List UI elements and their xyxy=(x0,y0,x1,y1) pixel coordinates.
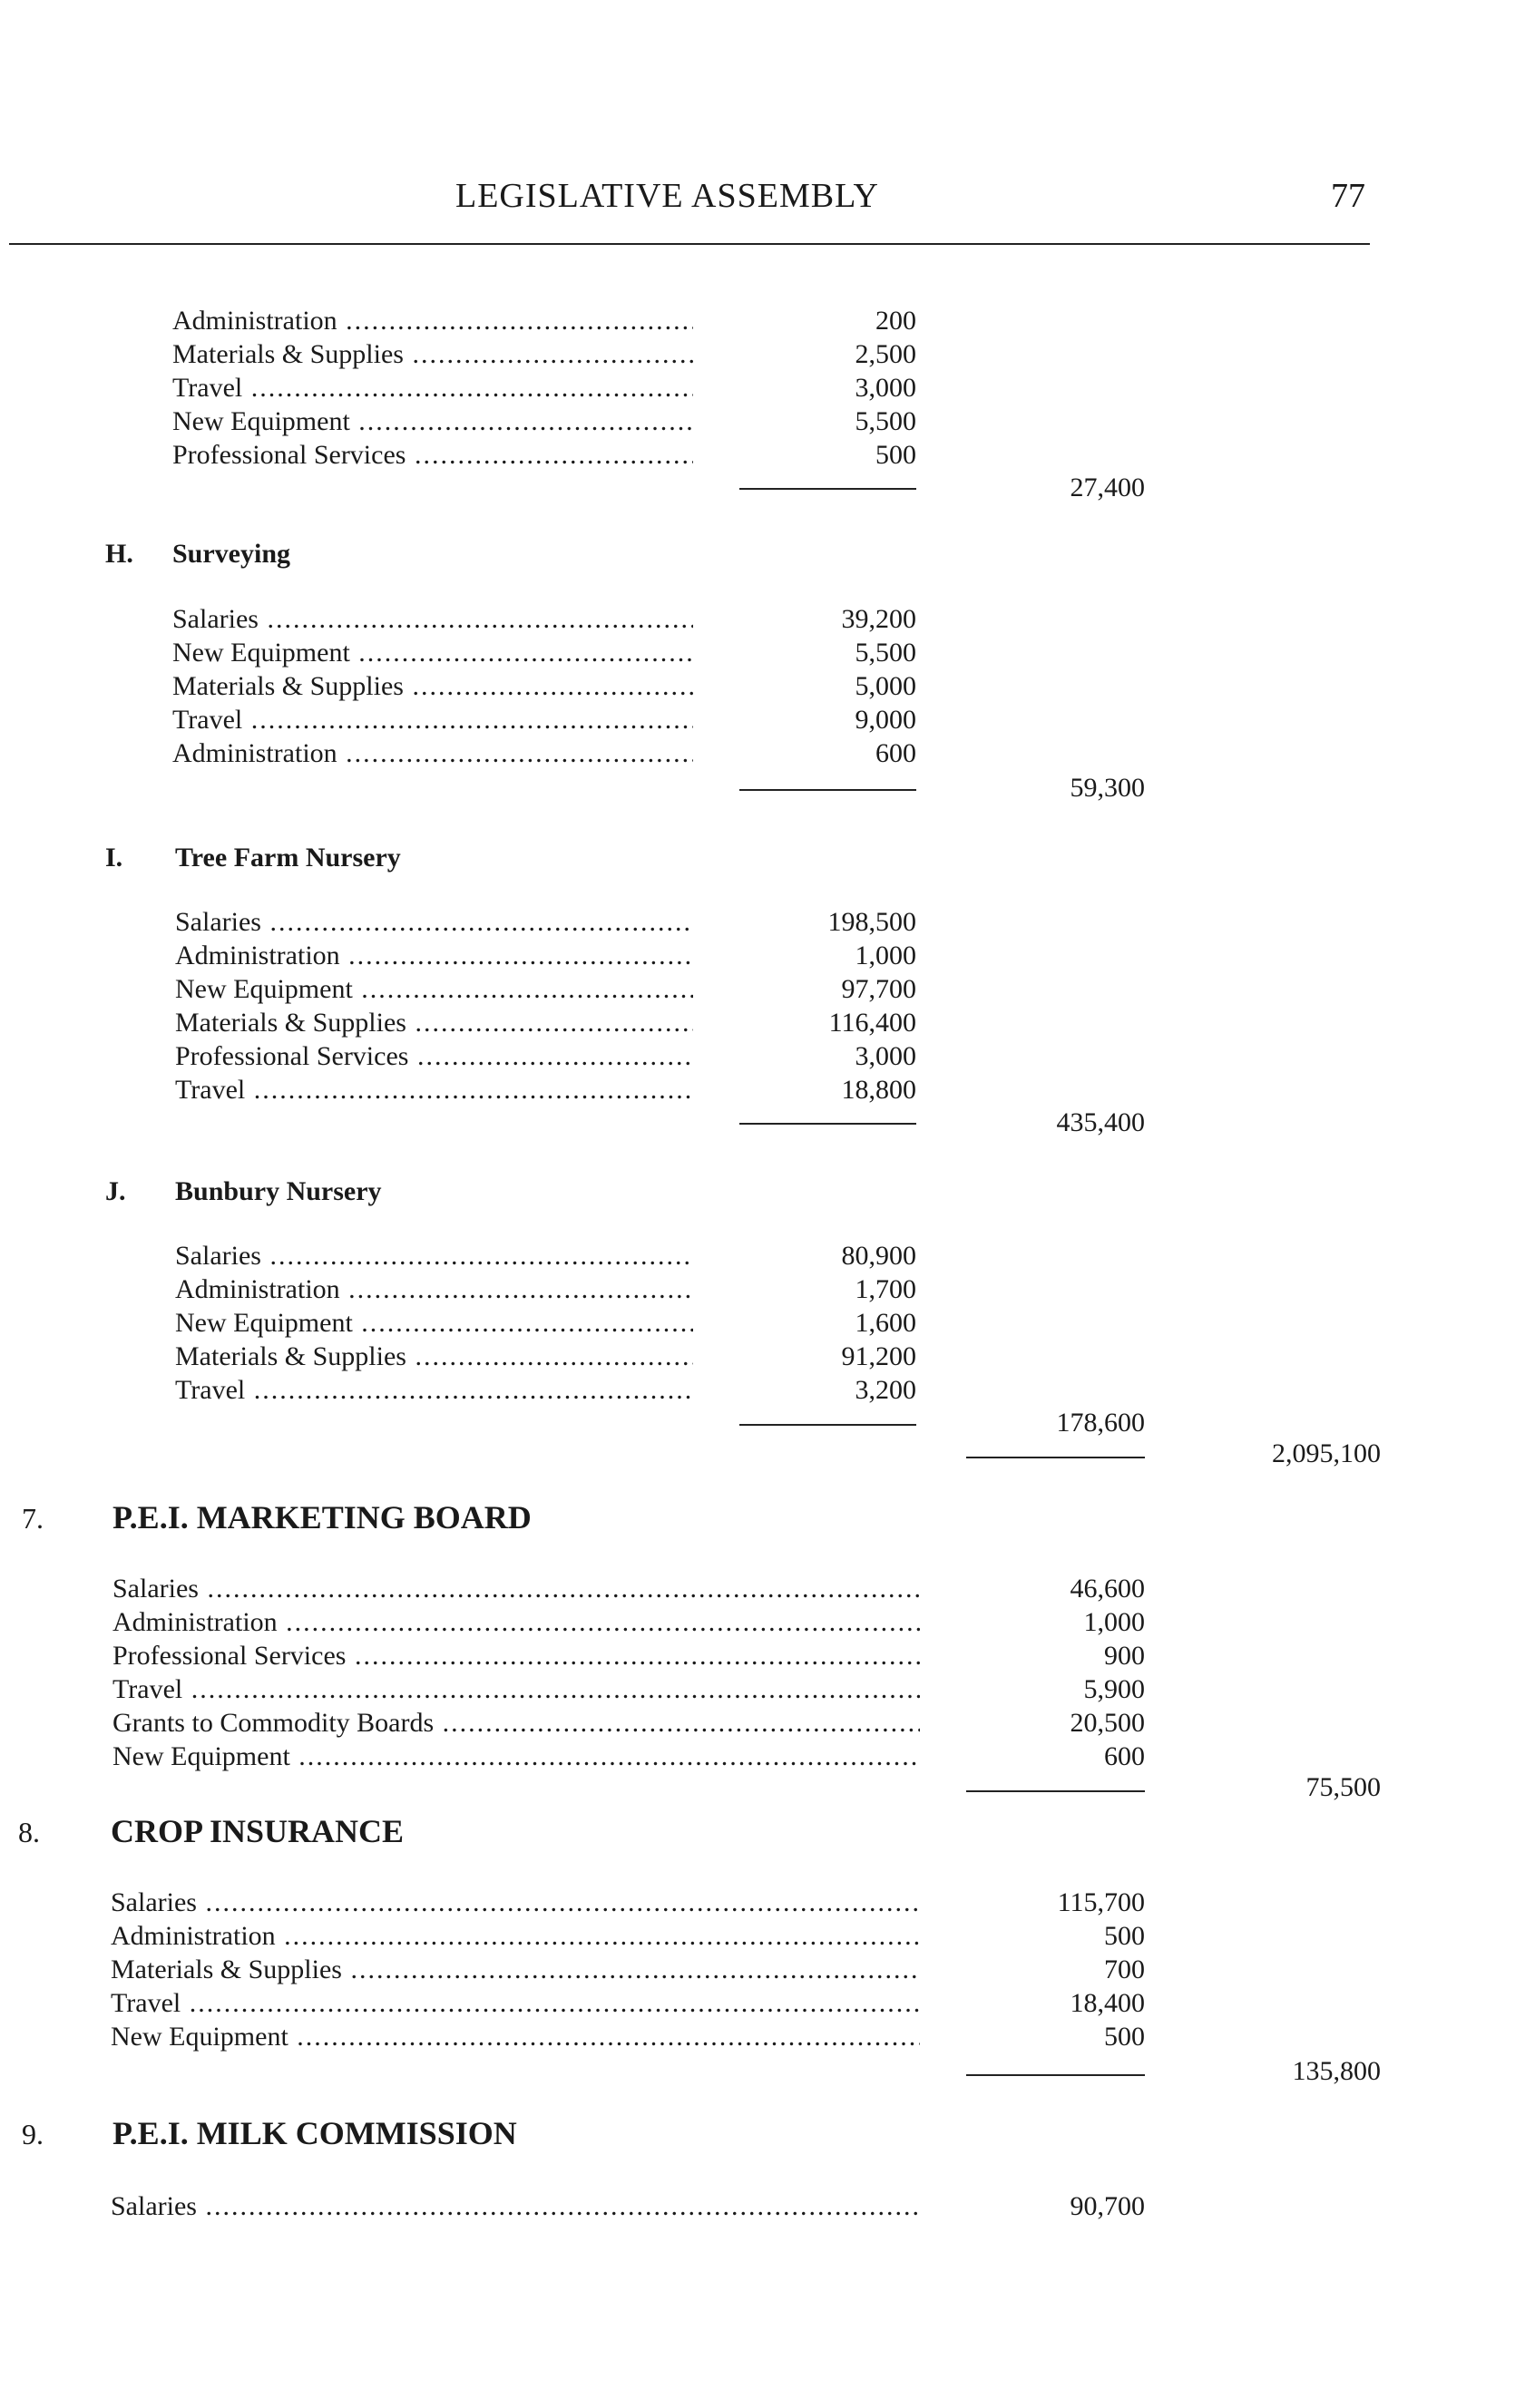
line-item-label: Salaries ..... xyxy=(112,1573,920,1605)
section-title: P.E.I. MILK COMMISSION xyxy=(112,2115,517,2151)
line-item-amount: 5,500 xyxy=(855,638,916,668)
line-item-amount: 500 xyxy=(1104,2022,1145,2052)
subtotal-rule xyxy=(739,488,916,490)
line-item-label: Materials & Supplies ..... xyxy=(172,338,693,371)
line-item-label: New Equipment ..... xyxy=(111,2021,920,2053)
line-item-amount: 900 xyxy=(1104,1641,1145,1671)
group-letter: J. xyxy=(105,1176,126,1206)
total-rule xyxy=(966,2074,1145,2076)
line-item-label: Administration ..... xyxy=(172,305,693,337)
line-item-amount: 1,700 xyxy=(855,1274,916,1304)
line-item-label: New Equipment ..... xyxy=(172,405,693,438)
line-item-amount: 3,200 xyxy=(855,1375,916,1405)
line-item-amount: 90,700 xyxy=(1070,2191,1145,2221)
line-item-amount: 18,400 xyxy=(1070,1988,1145,2018)
line-item-label: Professional Services ..... xyxy=(172,439,693,472)
line-item-label: Administration ..... xyxy=(175,1273,693,1306)
header-rule xyxy=(9,243,1370,245)
line-item-label: Travel ..... xyxy=(175,1074,693,1107)
line-item-label: New Equipment ..... xyxy=(112,1740,920,1773)
line-item-amount: 97,700 xyxy=(841,974,916,1004)
line-item-amount: 600 xyxy=(1104,1741,1145,1771)
group-subtotal: 435,400 xyxy=(1056,1107,1145,1137)
page-number: 77 xyxy=(1331,177,1365,215)
line-item-label: Administration ..... xyxy=(175,940,693,972)
group-subtotal: 59,300 xyxy=(1070,773,1145,803)
group-title: Bunbury Nursery xyxy=(175,1176,382,1206)
line-item-label: Travel ..... xyxy=(112,1673,920,1706)
line-item-label: New Equipment ..... xyxy=(175,1307,693,1340)
line-item-amount: 115,700 xyxy=(1057,1887,1145,1917)
line-item-label: Salaries ..... xyxy=(175,906,693,939)
line-item-label: Travel ..... xyxy=(172,372,693,405)
department-total: 2,095,100 xyxy=(1272,1438,1381,1468)
line-item-amount: 200 xyxy=(875,306,916,336)
line-item-amount: 80,900 xyxy=(841,1241,916,1271)
line-item-amount: 3,000 xyxy=(855,1041,916,1071)
line-item-amount: 5,000 xyxy=(855,671,916,701)
line-item-amount: 2,500 xyxy=(855,339,916,369)
section-number: 8. xyxy=(18,1816,40,1848)
line-item-amount: 9,000 xyxy=(855,705,916,735)
total-rule xyxy=(966,1457,1145,1458)
line-item-label: Professional Services ..... xyxy=(112,1640,920,1672)
line-item-label: New Equipment ..... xyxy=(172,637,693,669)
line-item-amount: 116,400 xyxy=(828,1008,916,1038)
line-item-amount: 600 xyxy=(875,738,916,768)
line-item-label: Salaries ..... xyxy=(172,603,693,636)
section-title: P.E.I. MARKETING BOARD xyxy=(112,1499,532,1535)
line-item-amount: 1,000 xyxy=(1083,1607,1145,1637)
section-number: 9. xyxy=(22,2118,44,2150)
line-item-label: Salaries ..... xyxy=(111,1886,920,1919)
line-item-label: Travel ..... xyxy=(111,1987,920,2020)
line-item-label: Materials & Supplies ..... xyxy=(111,1954,920,1986)
line-item-amount: 20,500 xyxy=(1070,1708,1145,1738)
line-item-label: Salaries ..... xyxy=(111,2190,920,2223)
subtotal-rule xyxy=(739,1123,916,1125)
section-title: CROP INSURANCE xyxy=(111,1813,405,1849)
line-item-label: Administration ..... xyxy=(172,737,693,770)
section-total: 135,800 xyxy=(1292,2056,1381,2086)
group-title: Tree Farm Nursery xyxy=(175,843,401,873)
line-item-amount: 1,000 xyxy=(855,941,916,970)
line-item-label: Administration ..... xyxy=(111,1920,920,1953)
line-item-label: Professional Services ..... xyxy=(175,1040,693,1073)
line-item-label: Materials & Supplies ..... xyxy=(172,670,693,703)
line-item-amount: 5,500 xyxy=(855,406,916,436)
line-item-label: Materials & Supplies ..... xyxy=(175,1340,693,1373)
line-item-label: Salaries ..... xyxy=(175,1240,693,1272)
subtotal-rule xyxy=(739,789,916,791)
line-item-amount: 700 xyxy=(1104,1955,1145,1984)
line-item-label: Materials & Supplies ..... xyxy=(175,1007,693,1039)
line-item-amount: 500 xyxy=(1104,1921,1145,1951)
line-item-amount: 91,200 xyxy=(841,1341,916,1371)
line-item-label: New Equipment ..... xyxy=(175,973,693,1006)
line-item-label: Administration ..... xyxy=(112,1606,920,1639)
line-item-amount: 500 xyxy=(875,440,916,470)
line-item-amount: 198,500 xyxy=(827,907,916,937)
line-item-amount: 5,900 xyxy=(1083,1674,1145,1704)
line-item-amount: 3,000 xyxy=(855,373,916,403)
line-item-label: Grants to Commodity Boards ..... xyxy=(112,1707,920,1740)
group-letter: I. xyxy=(105,843,123,873)
line-item-label: Travel ..... xyxy=(172,704,693,736)
section-total: 75,500 xyxy=(1305,1772,1381,1802)
group-subtotal: 27,400 xyxy=(1070,473,1145,502)
subtotal-rule xyxy=(739,1424,916,1426)
group-letter: H. xyxy=(105,539,133,569)
line-item-amount: 39,200 xyxy=(841,604,916,634)
group-subtotal: 178,600 xyxy=(1056,1408,1145,1438)
line-item-label: Travel ..... xyxy=(175,1374,693,1407)
page-header-title: LEGISLATIVE ASSEMBLY xyxy=(455,177,879,215)
total-rule xyxy=(966,1790,1145,1792)
section-number: 7. xyxy=(22,1502,44,1535)
line-item-amount: 1,600 xyxy=(855,1308,916,1338)
line-item-amount: 18,800 xyxy=(841,1075,916,1105)
group-title: Surveying xyxy=(172,539,291,569)
line-item-amount: 46,600 xyxy=(1070,1574,1145,1604)
